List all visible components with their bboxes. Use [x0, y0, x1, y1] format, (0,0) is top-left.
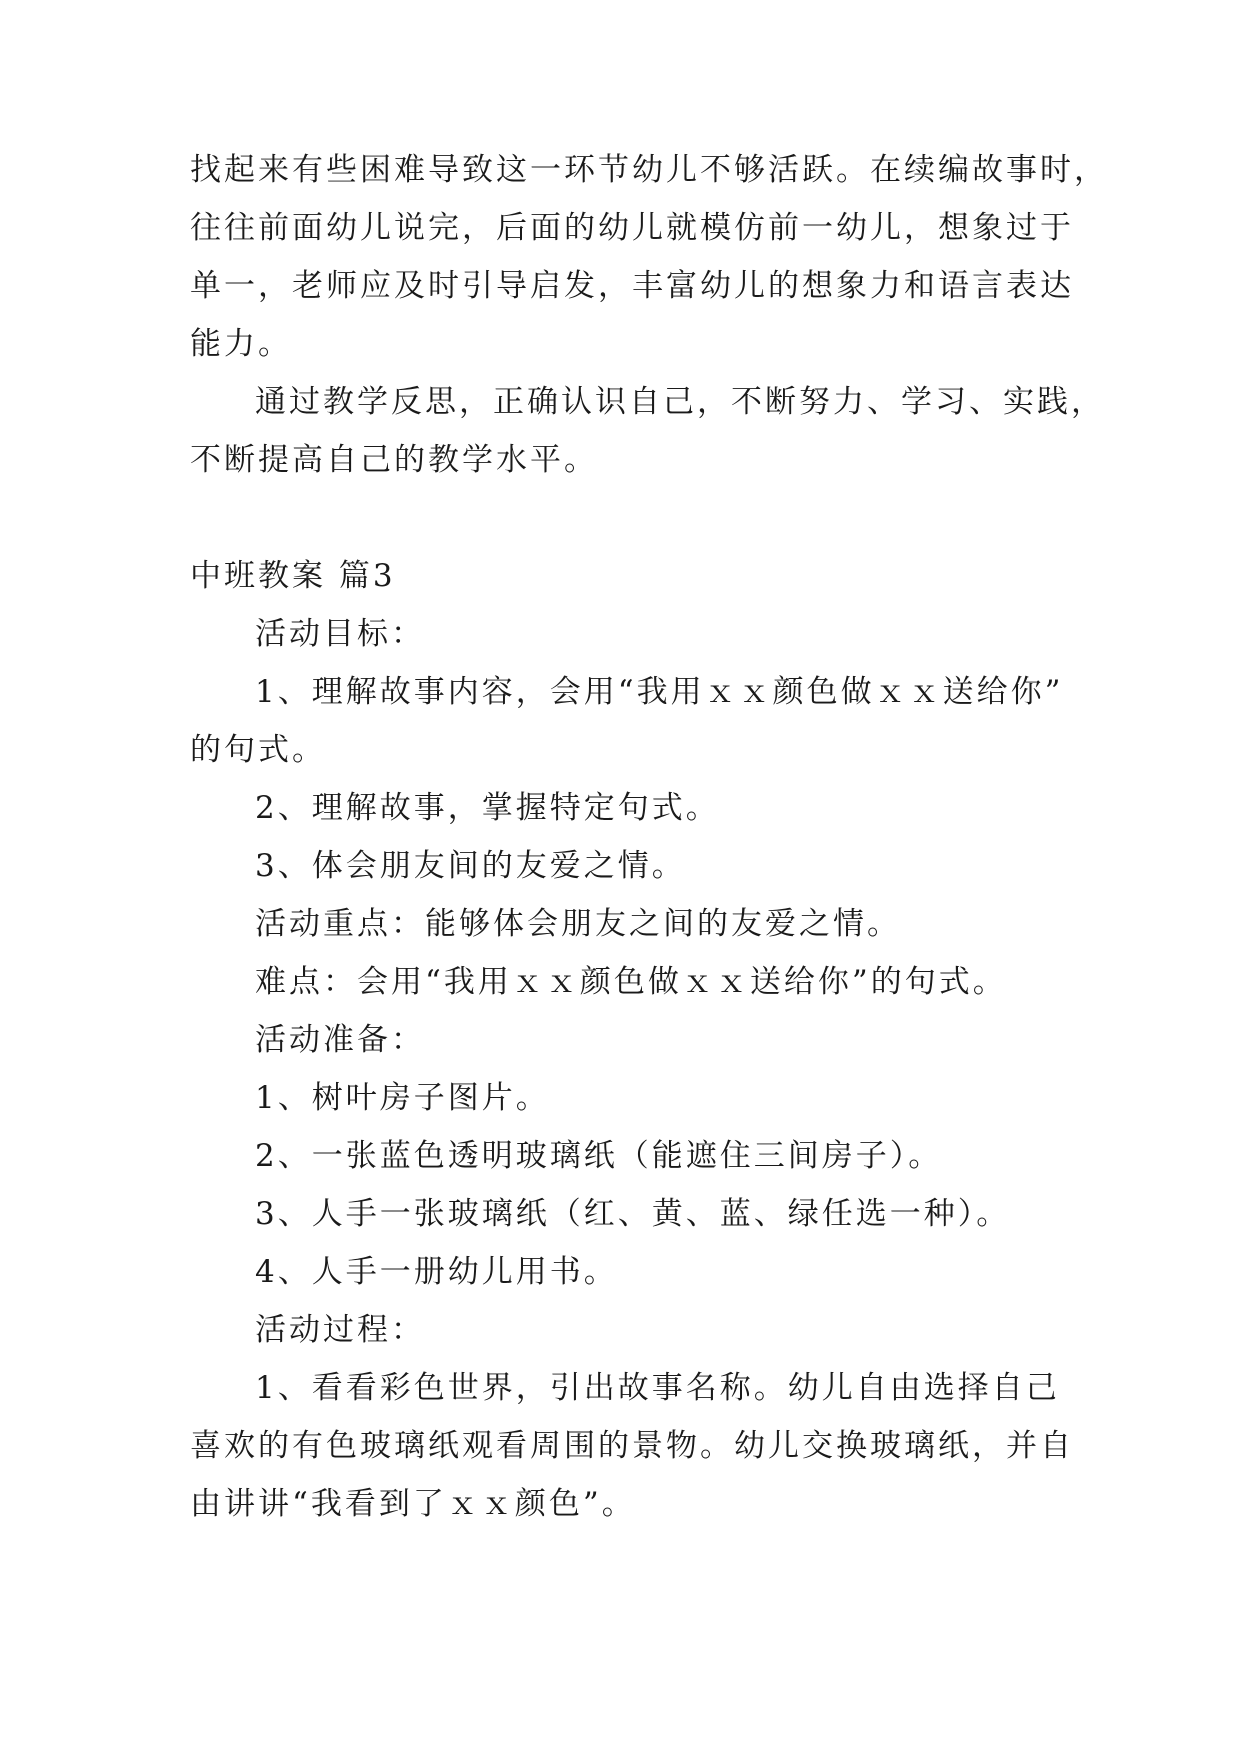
- paragraph-line: 活动重点：能够体会朋友之间的友爱之情。: [255, 906, 901, 942]
- paragraph-line: 难点：会用“我用ｘｘ颜色做ｘｘ送给你”的句式。: [255, 964, 1007, 1000]
- paragraph-line: 找起来有些困难导致这一环节幼儿不够活跃。在续编故事时，: [190, 152, 1108, 188]
- list-item: 3、人手一张玻璃纸（红、黄、蓝、绿任选一种）。: [255, 1196, 1011, 1232]
- paragraph-line: 的句式。: [190, 732, 326, 768]
- paragraph-line: 1、看看彩色世界，引出故事名称。幼儿自由选择自己: [255, 1370, 1060, 1406]
- paragraph-line: 由讲讲“我看到了ｘｘ颜色”。: [190, 1486, 636, 1522]
- paragraph-line: 不断提高自己的教学水平。: [190, 442, 598, 478]
- paragraph-line: 往往前面幼儿说完，后面的幼儿就模仿前一幼儿，想象过于: [190, 210, 1074, 246]
- paragraph-line: 喜欢的有色玻璃纸观看周围的景物。幼儿交换玻璃纸，并自: [190, 1428, 1074, 1464]
- list-item: 2、理解故事，掌握特定句式。: [255, 790, 720, 826]
- paragraph-line: 单一，老师应及时引导启发，丰富幼儿的想象力和语言表达: [190, 268, 1074, 304]
- list-item: 4、人手一册幼儿用书。: [255, 1254, 618, 1290]
- section-heading: 中班教案 篇3: [190, 558, 396, 594]
- paragraph-line: 能力。: [190, 326, 292, 362]
- paragraph-line: 1、理解故事内容，会用“我用ｘｘ颜色做ｘｘ送给你”: [255, 674, 1064, 710]
- list-item: 2、一张蓝色透明玻璃纸（能遮住三间房子）。: [255, 1138, 943, 1174]
- subheading: 活动准备：: [255, 1022, 425, 1058]
- list-item: 1、树叶房子图片。: [255, 1080, 550, 1116]
- paragraph-line: 通过教学反思，正确认识自己，不断努力、学习、实践，: [255, 384, 1105, 420]
- list-item: 3、体会朋友间的友爱之情。: [255, 848, 686, 884]
- subheading: 活动过程：: [255, 1312, 425, 1348]
- subheading: 活动目标：: [255, 616, 425, 652]
